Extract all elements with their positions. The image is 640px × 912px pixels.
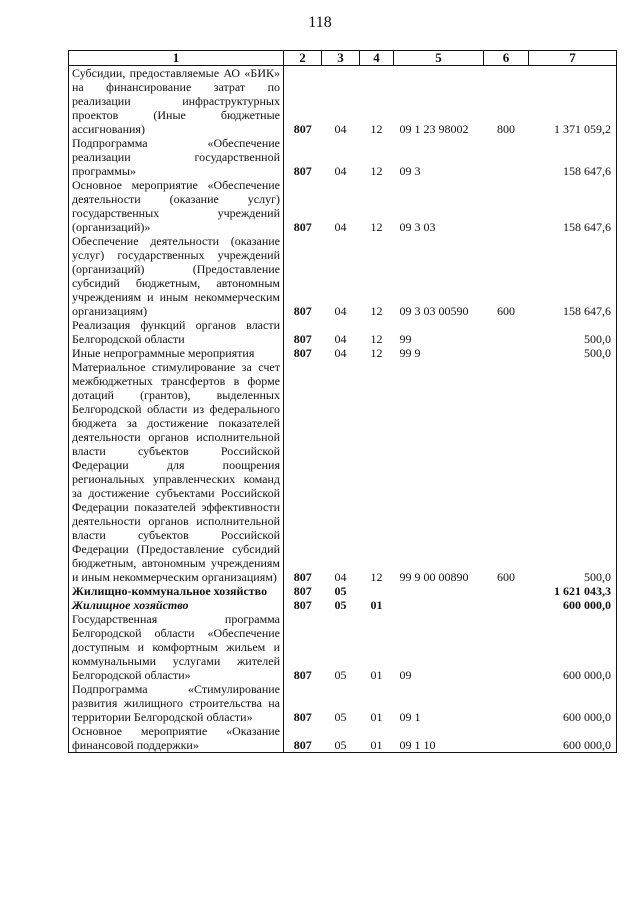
table-row [69, 318, 617, 346]
row-name: Обеспечение деятельности (оказание услуг) государственных учреждений (организаций) (Предоставление субсидий бюджетным, автономным учреждениям и иным некоммерческим организациям) [69, 234, 284, 318]
table-row [69, 724, 617, 753]
row-rz: 04 [334, 304, 347, 318]
row-sum: 158 647,6 [529, 136, 617, 178]
row-pr: 01 [370, 668, 383, 682]
row-name: Основное мероприятие «Оказание финансовой поддержки» [69, 724, 284, 753]
row-vr [484, 136, 529, 178]
row-gr: 807 [293, 584, 312, 598]
header-row [69, 51, 617, 66]
table-row [69, 360, 617, 584]
row-pr: 12 [370, 332, 383, 346]
row-vr: 600 [497, 304, 515, 318]
row-pr: 01 [370, 710, 383, 724]
row-sum: 158 647,6 [529, 178, 617, 234]
row-pr [360, 584, 394, 598]
row-name: Основное мероприятие «Обеспечение деятельности (оказание услуг) государственных учреждений (организаций)» [69, 178, 284, 234]
table-row [69, 584, 617, 598]
row-vr [484, 584, 529, 598]
table-row [69, 66, 617, 137]
row-csr: 99 9 [399, 346, 421, 360]
row-name: Субсидии, предоставляемые АО «БИК» на финансирование затрат по реализации инфраструктурных проектов (Иные бюджетные ассигнования) [69, 66, 284, 137]
row-name: Государственная программа Белгородской области «Обеспечение доступным и комфортным жильем и коммунальными услугами жителей Белгородской области» [69, 612, 284, 682]
row-rz: 04 [334, 164, 347, 178]
row-gr: 807 [293, 710, 312, 724]
row-rz: 05 [334, 668, 347, 682]
row-csr: 09 3 03 00590 [399, 304, 469, 318]
row-rz: 05 [334, 584, 347, 598]
row-sum: 1 371 059,2 [529, 66, 617, 137]
row-name: Подпрограмма «Обеспечение реализации государственной программы» [69, 136, 284, 178]
header-cell: 1 [69, 51, 284, 66]
table-row [69, 136, 617, 178]
row-pr: 01 [360, 724, 394, 753]
row-sum: 1 621 043,3 [529, 584, 617, 598]
row-pr: 12 [370, 220, 383, 234]
row-name: Жилищно-коммунальное хозяйство [69, 584, 284, 598]
row-rz: 04 [334, 570, 347, 584]
row-sum: 500,0 [529, 346, 617, 360]
header-cell: 5 [394, 51, 484, 66]
row-sum: 500,0 [529, 360, 617, 584]
row-pr: 12 [370, 346, 383, 360]
row-csr: 09 1 23 98002 [399, 122, 469, 136]
row-gr: 807 [293, 346, 312, 360]
row-name: Иные непрограммные мероприятия [69, 346, 284, 360]
row-rz: 05 [334, 710, 347, 724]
row-vr [484, 682, 529, 724]
row-sum: 600 000,0 [529, 612, 617, 682]
row-rz: 04 [334, 332, 347, 346]
row-vr [484, 178, 529, 234]
row-csr: 09 3 03 [399, 220, 436, 234]
header-cell: 6 [484, 51, 529, 66]
row-name: Подпрограмма «Стимулирование развития жилищного строительства на территории Белгородской области» [69, 682, 284, 724]
row-gr: 807 [284, 724, 322, 753]
row-pr: 12 [370, 122, 383, 136]
row-sum: 158 647,6 [529, 234, 617, 318]
row-pr: 12 [370, 570, 383, 584]
header-cell: 2 [284, 51, 322, 66]
table-row [69, 234, 617, 318]
header-cell: 7 [529, 51, 617, 66]
row-csr [394, 584, 484, 598]
table-row [69, 598, 617, 612]
row-name: Материальное стимулирование за счет межбюджетных трансфертов в форме дотаций (грантов), выделенных Белгородской области из федерального бюджета за достижение показателей деятельности органов исполнительной власти субъектов Российской Федерации для поощрения региональных управленческих команд за достижение субъектами Российской Федерации показателей эффективности деятельности органов исполнительной власти субъектов Российской Федерации (Предоставление субсидий бюджетным, автономным учреждениям и иным некоммерческим организациям) [69, 360, 284, 584]
table-row [69, 346, 617, 360]
row-gr: 807 [293, 122, 312, 136]
row-vr: 800 [497, 122, 515, 136]
row-pr: 12 [370, 164, 383, 178]
row-csr: 99 [399, 332, 412, 346]
row-vr [484, 612, 529, 682]
row-sum: 600 000,0 [529, 724, 617, 753]
row-vr [484, 724, 529, 753]
row-pr: 12 [370, 304, 383, 318]
row-sum: 600 000,0 [529, 598, 617, 612]
page-number: 118 [308, 14, 332, 31]
row-csr: 09 1 10 [394, 724, 484, 753]
row-gr: 807 [293, 668, 312, 682]
row-pr: 01 [370, 598, 383, 612]
table-row [69, 178, 617, 234]
table-row [69, 612, 617, 682]
row-rz: 04 [334, 346, 347, 360]
row-gr: 807 [293, 304, 312, 318]
row-rz: 05 [334, 598, 347, 612]
row-rz: 04 [334, 220, 347, 234]
row-name: Жилищное хозяйство [69, 598, 284, 612]
row-gr: 807 [293, 598, 312, 612]
row-vr [484, 346, 529, 360]
budget-table [68, 50, 617, 753]
row-rz: 05 [322, 724, 360, 753]
row-gr: 807 [293, 570, 312, 584]
row-vr [484, 318, 529, 346]
row-rz: 04 [334, 122, 347, 136]
row-vr [484, 598, 529, 612]
header-cell: 3 [322, 51, 360, 66]
row-csr: 99 9 00 00890 [399, 570, 469, 584]
row-csr [394, 598, 484, 612]
row-sum: 500,0 [529, 318, 617, 346]
row-csr: 09 [399, 668, 412, 682]
row-gr: 807 [293, 220, 312, 234]
row-name: Реализация функций органов власти Белгородской области [69, 318, 284, 346]
row-gr: 807 [293, 332, 312, 346]
row-gr: 807 [293, 164, 312, 178]
row-vr: 600 [497, 570, 515, 584]
table-row [69, 682, 617, 724]
row-csr: 09 3 [399, 164, 421, 178]
row-csr: 09 1 [399, 710, 421, 724]
row-sum: 600 000,0 [529, 682, 617, 724]
header-cell: 4 [360, 51, 394, 66]
